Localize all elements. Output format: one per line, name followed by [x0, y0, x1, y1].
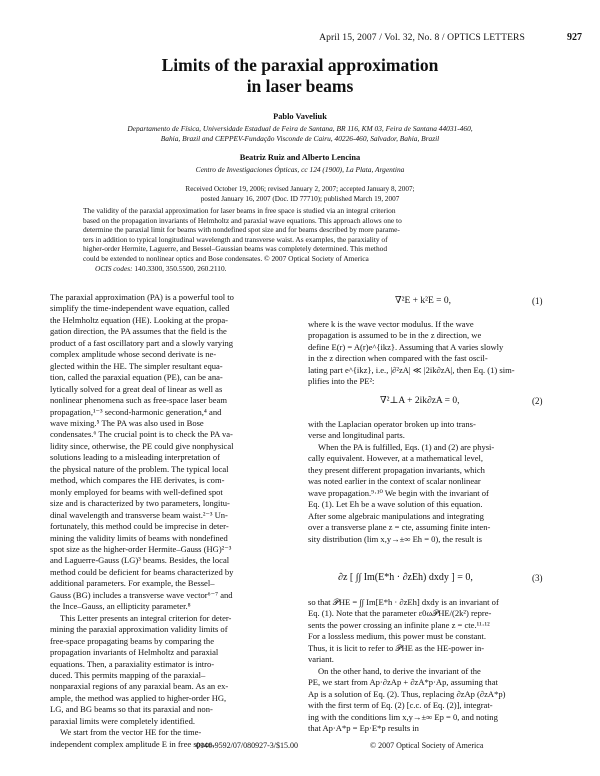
left-line: lidity since, otherwise, the PE could give nonphysical [50, 440, 234, 451]
left-line: the Ince–Gauss, an ellipticity parameter.⁸ [50, 601, 191, 612]
title-line-2: in laser beams [246, 76, 354, 96]
equation-1-number: (1) [532, 296, 543, 306]
equation-3: ∂z [ ∫∫ Im(E*h · ∂zEh) dxdy ] = 0, [338, 572, 473, 583]
left-line: LG, and BG beams so that its paraxial and non- [50, 704, 213, 715]
equation-2-number: (2) [532, 396, 543, 406]
right-line: that Ap·A*p = Ep·E*p results in [308, 722, 419, 733]
left-line: lytically solved for a great deal of linear as well as [50, 383, 223, 394]
right-column-block-3 [308, 597, 550, 734]
equation-3-number: (3) [532, 573, 543, 583]
right-line: in the z direction when compared with the fast oscil- [308, 353, 488, 364]
left-line: propagation,¹⁻³ second-harmonic generation,⁴ and [50, 406, 222, 417]
left-line: gation direction, the PA assumes that the field is the [50, 326, 227, 337]
ocis-codes [95, 264, 227, 273]
dates-block [40, 184, 560, 204]
left-line: method, which compares the HE derivates, is com- [50, 475, 225, 486]
right-line: so that 𝒫HE = ∫∫ Im[E*h · ∂zEh] dxdy is an invariant of [308, 597, 499, 607]
ocis-label: OCIS codes: [95, 264, 133, 273]
affiliation-1-line-1: Departamento de Física, Universidade Estadual de Feira de Santana, BR 116, KM 03, Feira de Santana 44031-460, [127, 124, 473, 133]
left-line: the physical nature of the problem. The typical local [50, 463, 229, 474]
right-line: cally equivalent. However, at a mathematical level, [308, 453, 484, 464]
left-line: method could be deficient for beams characterized by [50, 566, 234, 577]
left-line: This Letter presents an integral criterion for deter- [60, 612, 232, 623]
right-line: with the Laplacian operator broken up into trans- [308, 419, 476, 429]
right-line: sents the power crossing an infinite plane z = cte.¹¹·¹² [308, 619, 490, 630]
left-line: equations. Then, a paraxiality estimator is intro- [50, 658, 215, 669]
left-line: and Laguerre-Gauss (LG)³ beams. Besides, the local [50, 555, 230, 566]
left-line: nonparaxial regions of any paraxial beam. As an ex- [50, 681, 229, 692]
journal-line: April 15, 2007 / Vol. 32, No. 8 / OPTICS LETTERS [319, 32, 525, 43]
right-column-block-1 [308, 319, 550, 388]
abstract-line: The validity of the paraxial approximation for laser beams in free space is studied via an integral criterion [83, 206, 396, 215]
right-line: where k is the wave vector modulus. If the wave [308, 319, 474, 329]
running-header [0, 32, 600, 46]
abstract-line: based on the propagation invariants of Helmholtz and paraxial wave equations. This approach allows one to [83, 215, 402, 225]
right-line: On the other hand, to derive the invariant of the [318, 665, 481, 676]
left-line: simplify the time-independent wave equation, called [50, 303, 230, 314]
left-line: propagation invariants of Helmholtz and paraxial [50, 647, 219, 658]
left-line: independent complex amplitude E in free space, [50, 738, 215, 749]
left-line: The paraxial approximation (PA) is a powerful tool to [50, 292, 234, 302]
left-line: ample, the method was applied to higher-order HG, [50, 692, 227, 703]
author-2: Beatriz Ruiz and Alberto Lencina [239, 153, 361, 162]
left-line: We start from the vector HE for the time- [60, 727, 202, 738]
left-line: Gauss (BG) includes a transverse wave vector⁶⁻⁷ and [50, 589, 233, 600]
right-line: For a lossless medium, this power must be constant. [308, 631, 487, 642]
right-line: variant. [308, 654, 334, 665]
left-line: mining the paraxial approximation validity limits of [50, 624, 228, 635]
right-line: they present different propagation invariants, which [308, 464, 485, 475]
left-line: nonlinear phenomena such as free-space laser beam [50, 395, 228, 406]
abstract [83, 206, 515, 263]
right-line: sity distribution (lim x,y→±∞ Eh = 0), the result is [308, 533, 482, 544]
left-line: glected within the HE. The simpler resultant equa- [50, 360, 223, 371]
left-line: free-space propagating beams by comparing the [50, 635, 214, 646]
right-line: propagation is assumed to be in the z direction, we [308, 330, 482, 341]
affiliation-1-line-2: Bahia, Brazil and CEPPEV-Fundação Visconde de Cairu, 40226-460, Salvador, Bahia, Brazil [160, 134, 440, 143]
left-line: dinal wavelength and transverse beam waist.²⁻³ Un- [50, 509, 228, 520]
left-line: spot size as the higher-order Hermite–Gauss (HG)²⁻³ [50, 543, 232, 554]
left-line: fortunately, this method could be imprecise in deter- [50, 521, 229, 532]
left-line: product of a fast oscillatory part and a slowly varying [50, 337, 233, 348]
left-line: wave mixing.⁵ The PA was also used in Bose [50, 417, 204, 428]
right-line: verse and longitudinal parts. [308, 430, 405, 441]
equation-2: ∇²⊥A + 2ik∂zA = 0, [380, 396, 460, 406]
footer-issn: 0146-9592/07/080927-3/$15.00 [196, 741, 298, 750]
right-line: define E(r) = A(r)e^{ikz}. Assuming that A varies slowly [308, 341, 504, 352]
left-line: duced. This permits mapping of the paraxial– [50, 669, 206, 680]
right-column-block-2 [308, 419, 550, 545]
left-line: tion, called the paraxial equation (PE), can be ana- [50, 372, 223, 383]
affiliation-2: Centro de Investigaciones Ópticas, cc 124 (1900), La Plata, Argentina [195, 165, 405, 174]
right-line: Ap is a solution of Eq. (2). Thus, replacing ∂zAp (∂zA*p) [308, 688, 506, 699]
right-line: lating part e^{ikz}, i.e., |∂²zA| ≪ |2ik∂zA|, then Eq. (1) sim- [308, 364, 515, 375]
right-line: PE, we start from Ap·∂zAp + ∂zA*p·Ap, assuming that [308, 677, 498, 688]
left-line: monly employed for beams with well-defined spot [50, 486, 223, 497]
right-line: with the first term of Eq. (2) [c.c. of Eq. (2)], integrat- [308, 700, 493, 711]
author-1: Pablo Vaveliuk [273, 112, 327, 121]
abstract-line: could be extended to nonlinear optics and Bose condensates. © 2007 Optical Society of America [83, 253, 369, 263]
equation-1: ∇²E + k²E = 0, [395, 296, 452, 306]
right-line: over a transverse plane z = cte, assuming finite inten- [308, 522, 491, 533]
right-line: wave propagation.⁹·¹⁰ We begin with the invariant of [308, 487, 489, 498]
footer-copyright: © 2007 Optical Society of America [370, 741, 484, 750]
title-line-1: Limits of the paraxial approximation [161, 55, 439, 75]
right-line: Eq. (1). Let Eh be a wave solution of this equation. [308, 499, 483, 510]
left-line: paraxial limits were completely identified. [50, 715, 196, 726]
right-line: Eq. (1). Note that the parameter ε0ω𝒫HE/(2k²) repre- [308, 608, 492, 619]
left-line: size and is characterized by two parameters, longitu- [50, 498, 230, 509]
affiliation-1 [40, 124, 560, 144]
left-line: condensates.⁶ The crucial point is to check the PA va- [50, 429, 233, 440]
ocis-values: 140.3300, 350.5500, 260.2110. [134, 264, 227, 273]
abstract-line: higher-order Hermite, Laguerre, and Bessel–Gaussian beams was completely determined. This method [83, 244, 388, 254]
right-line: Thus, it is licit to refer to 𝒫HE as the HE-power in- [308, 642, 485, 653]
article-title [60, 55, 540, 97]
right-line: After some algebraic manipulations and integrating [308, 510, 484, 521]
left-line: the Helmholtz equation (HE). Looking at the propa- [50, 314, 229, 325]
left-line: solutions leading to a misleading interpretation of [50, 452, 220, 463]
right-line: was noted earlier in the context of scalar nonlinear [308, 476, 481, 487]
abstract-line: ters in addition to typical longitudinal wavelength and transverse waist. As examples, the paraxiality of [83, 234, 388, 244]
right-line: When the PA is fulfilled, Eqs. (1) and (2) are physi- [318, 441, 495, 452]
left-line: mining the validity limits of beams with nondefined [50, 532, 228, 543]
dates-line-2: posted January 16, 2007 (Doc. ID 77710); published March 19, 2007 [200, 195, 400, 203]
right-line: plifies into the PE²: [308, 376, 375, 387]
abstract-line: determine the paraxial limit for beams with nondefined spot size and for beams described by more parame- [83, 225, 400, 235]
dates-line-1: Received October 19, 2006; revised January 2, 2007; accepted January 8, 2007; [185, 185, 415, 193]
page-number: 927 [567, 32, 582, 43]
left-line: additional parameters. For example, the Bessel– [50, 578, 215, 589]
left-line: complex amplitude whose second derivate is ne- [50, 349, 217, 360]
right-line: ing with the conditions lim x,y→±∞ Ep = 0, and noting [308, 711, 498, 722]
left-column [50, 292, 308, 750]
